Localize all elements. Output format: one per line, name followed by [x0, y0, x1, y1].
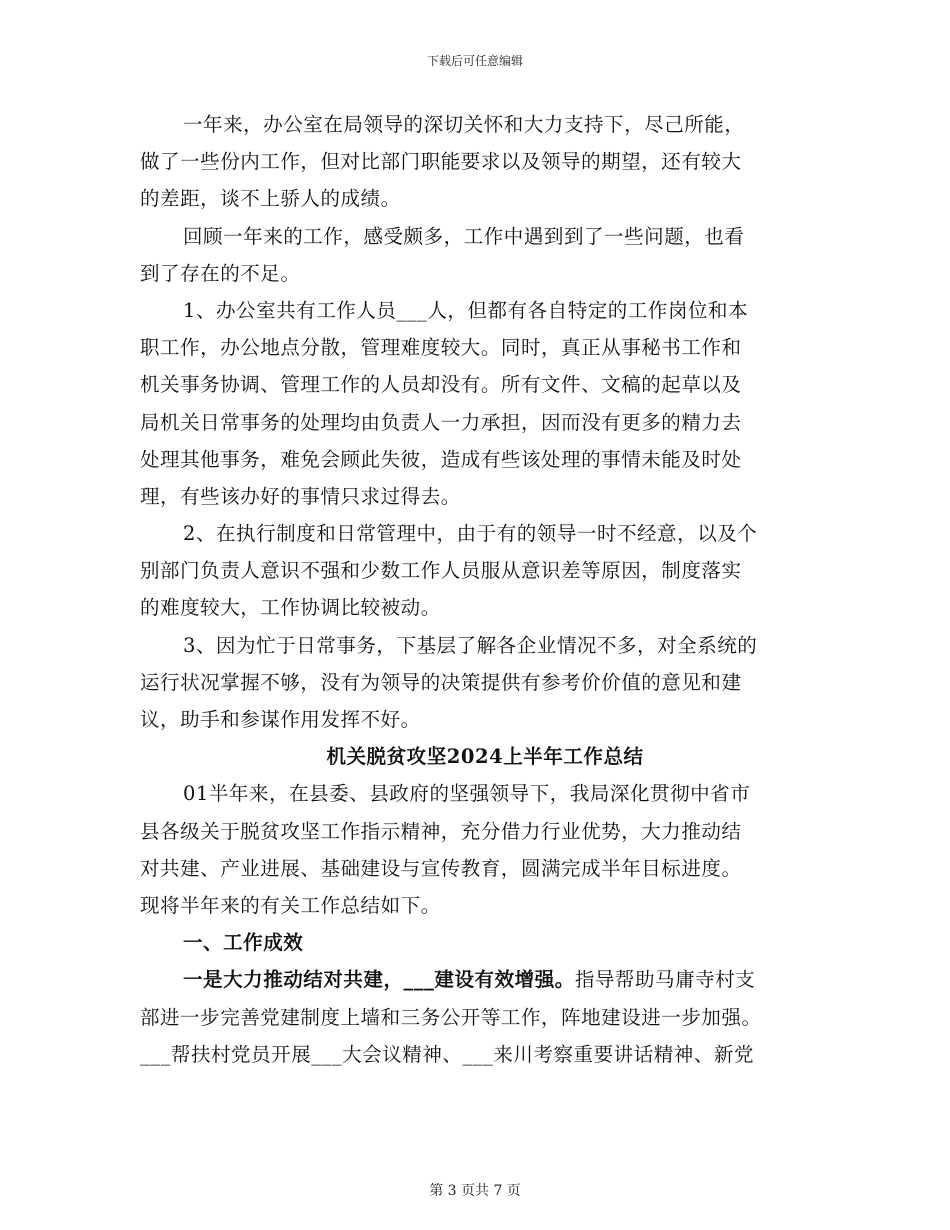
page-header: 下载后可任意编辑	[426, 54, 523, 68]
paragraph-line: 2、在执行制度和日常管理中，由于有的领导一时不经意，以及个	[183, 522, 758, 546]
paragraph-line: 机关事务协调、管理工作的人员却没有。所有文件、文稿的起草以及	[140, 373, 742, 397]
paragraph-line	[140, 961, 830, 998]
document-body	[140, 106, 830, 1073]
bold-lead-phrase: 一是大力推动结对共建，___建设有效增强。	[183, 968, 575, 992]
paragraph-line: 议，助手和参谋作用发挥不好。	[140, 708, 421, 731]
page-footer: 第 3 页共 7 页	[429, 1183, 521, 1199]
paragraph-line: 现将半年来的有关工作总结如下。	[140, 893, 441, 917]
paragraph-line: 做了一些份内工作，但对比部门职能要求以及领导的期望，还有较大	[140, 150, 742, 174]
paragraph-line: 一年来，办公室在局领导的深切关怀和大力支持下，尽己所能，	[183, 113, 745, 136]
paragraph-line: 别部门负责人意识不强和少数工作人员服从意识差等原因，制度落实	[140, 559, 742, 583]
paragraph-line: 3、因为忙于日常事务，下基层了解各企业情况不多，对全系统的	[183, 633, 758, 657]
paragraph-line: 部进一步完善党建制度上墙和三务公开等工作，阵地建设进一步加强。	[140, 1005, 762, 1029]
paragraph-line: 的差距，谈不上骄人的成绩。	[140, 187, 401, 211]
paragraph-line: 运行状况掌握不够，没有为领导的决策提供有参考价价值的意见和建	[140, 670, 742, 694]
paragraph-line: 理，有些该办好的事情只求过得去。	[140, 484, 461, 508]
subsection-heading: 一、工作成效	[183, 931, 304, 955]
paragraph-line: 对共建、产业进展、基础建设与宣传教育，圆满完成半年目标进度。	[140, 856, 742, 880]
paragraph-line: 01半年来，在县委、县政府的坚强领导下，我局深化贯彻中省市	[183, 782, 751, 806]
paragraph-line: 县各级关于脱贫攻坚工作指示精神，充分借力行业优势，大力推动结	[140, 819, 742, 843]
section-title: 机关脱贫攻坚2024上半年工作总结	[326, 745, 644, 769]
paragraph-text: 指导帮助马庸寺村支	[574, 968, 756, 992]
paragraph-line: 局机关日常事务的处理均由负责人一力承担，因而没有更多的精力去	[140, 410, 742, 434]
paragraph-line: 职工作，办公地点分散，管理难度较大。同时，真正从事秘书工作和	[140, 336, 742, 360]
paragraph-line: 1、办公室共有工作人员___人，但都有各自特定的工作岗位和本	[183, 298, 749, 322]
paragraph-line: 回顾一年来的工作，感受颇多，工作中遇到到了一些问题，也看	[183, 224, 745, 248]
paragraph-line: 到了存在的不足。	[140, 261, 301, 285]
paragraph-line: 处理其他事务，难免会顾此失彼，造成有些该处理的事情未能及时处	[140, 447, 742, 471]
paragraph-line: 的难度较大，工作协调比较被动。	[140, 596, 441, 620]
paragraph-line: ___帮扶村党员开展___大会议精神、___来川考察重要讲话精神、新党	[140, 1042, 754, 1066]
